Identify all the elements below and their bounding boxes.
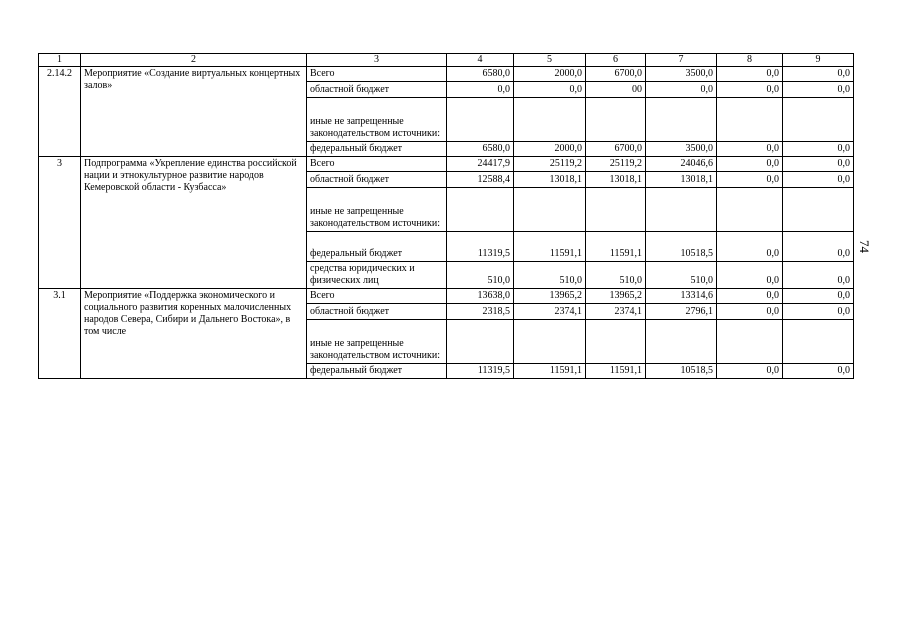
funding-source: средства юридических и физических лиц: [307, 262, 447, 289]
value-cell: 2796,1: [646, 304, 717, 320]
value-cell: 3500,0: [646, 142, 717, 157]
value-cell: [717, 98, 783, 142]
table-row: [39, 67, 854, 82]
value-cell: [447, 320, 514, 364]
value-cell: 0,0: [783, 289, 854, 304]
value-cell: 510,0: [646, 262, 717, 289]
value-cell: 510,0: [586, 262, 646, 289]
value-cell: 0,0: [783, 67, 854, 82]
value-cell: [646, 188, 717, 232]
table-row: [39, 157, 854, 172]
value-cell: 6700,0: [586, 142, 646, 157]
value-cell: 2000,0: [514, 67, 586, 82]
value-cell: 2374,1: [514, 304, 586, 320]
value-cell: 12588,4: [447, 172, 514, 188]
value-cell: [783, 98, 854, 142]
header-cell: 2: [81, 54, 307, 67]
value-cell: [586, 98, 646, 142]
value-cell: 24046,6: [646, 157, 717, 172]
value-cell: 25119,2: [514, 157, 586, 172]
header-cell: 8: [717, 54, 783, 67]
table-row: [39, 289, 854, 304]
value-cell: 0,0: [717, 82, 783, 98]
value-cell: 0,0: [783, 82, 854, 98]
value-cell: 2318,5: [447, 304, 514, 320]
value-cell: 2000,0: [514, 142, 586, 157]
value-cell: 2374,1: [586, 304, 646, 320]
value-cell: 11591,1: [586, 364, 646, 379]
header-cell: 6: [586, 54, 646, 67]
value-cell: [783, 188, 854, 232]
funding-source: иные не запрещенные законодательством источники:: [307, 320, 447, 364]
value-cell: 0,0: [717, 289, 783, 304]
funding-source: областной бюджет: [307, 304, 447, 320]
value-cell: 0,0: [783, 304, 854, 320]
value-cell: [514, 98, 586, 142]
value-cell: 11591,1: [586, 232, 646, 262]
value-cell: 11591,1: [514, 364, 586, 379]
funding-source: федеральный бюджет: [307, 364, 447, 379]
value-cell: [717, 188, 783, 232]
value-cell: 11591,1: [514, 232, 586, 262]
funding-source: областной бюджет: [307, 82, 447, 98]
header-cell: 5: [514, 54, 586, 67]
value-cell: [646, 98, 717, 142]
value-cell: 510,0: [447, 262, 514, 289]
section-code: 3: [39, 157, 81, 289]
value-cell: 0,0: [783, 232, 854, 262]
funding-source: федеральный бюджет: [307, 232, 447, 262]
value-cell: 13965,2: [586, 289, 646, 304]
value-cell: [646, 320, 717, 364]
header-cell: 1: [39, 54, 81, 67]
header-cell: 3: [307, 54, 447, 67]
value-cell: 3500,0: [646, 67, 717, 82]
value-cell: 13018,1: [586, 172, 646, 188]
value-cell: 0,0: [717, 232, 783, 262]
value-cell: [717, 320, 783, 364]
value-cell: 0,0: [447, 82, 514, 98]
funding-source: федеральный бюджет: [307, 142, 447, 157]
value-cell: [447, 188, 514, 232]
page-number: 74: [857, 240, 872, 253]
value-cell: 13638,0: [447, 289, 514, 304]
value-cell: 13314,6: [646, 289, 717, 304]
value-cell: 0,0: [717, 142, 783, 157]
header-cell: 4: [447, 54, 514, 67]
value-cell: 10518,5: [646, 364, 717, 379]
value-cell: 0,0: [717, 364, 783, 379]
value-cell: 0,0: [717, 157, 783, 172]
value-cell: 24417,9: [447, 157, 514, 172]
section-title: Мероприятие «Создание виртуальных концертных залов»: [81, 67, 307, 157]
value-cell: 13018,1: [646, 172, 717, 188]
value-cell: [586, 188, 646, 232]
value-cell: 0,0: [717, 67, 783, 82]
value-cell: 6580,0: [447, 142, 514, 157]
value-cell: 0,0: [717, 262, 783, 289]
value-cell: 11319,5: [447, 364, 514, 379]
value-cell: [783, 320, 854, 364]
value-cell: 6580,0: [447, 67, 514, 82]
budget-table: [38, 53, 854, 379]
value-cell: 0,0: [514, 82, 586, 98]
section-code: 3.1: [39, 289, 81, 379]
funding-source: Всего: [307, 289, 447, 304]
section-title: Подпрограмма «Укрепление единства российской нации и этнокультурное развитие народов Кемеровской области - Кузбасса»: [81, 157, 307, 289]
value-cell: [514, 320, 586, 364]
funding-source: иные не запрещенные законодательством источники:: [307, 98, 447, 142]
value-cell: 0,0: [783, 262, 854, 289]
section-code: 2.14.2: [39, 67, 81, 157]
value-cell: 25119,2: [586, 157, 646, 172]
value-cell: [586, 320, 646, 364]
value-cell: 10518,5: [646, 232, 717, 262]
funding-source: Всего: [307, 157, 447, 172]
value-cell: 0,0: [646, 82, 717, 98]
value-cell: 11319,5: [447, 232, 514, 262]
value-cell: [514, 188, 586, 232]
header-row: [39, 54, 854, 67]
value-cell: 0,0: [783, 172, 854, 188]
header-cell: 7: [646, 54, 717, 67]
header-cell: 9: [783, 54, 854, 67]
section-title: Мероприятие «Поддержка экономического и социального развития коренных малочисленных народов Севера, Сибири и Дальнего Востока», в том числе: [81, 289, 307, 379]
value-cell: 0,0: [717, 172, 783, 188]
funding-source: Всего: [307, 67, 447, 82]
value-cell: 0,0: [783, 142, 854, 157]
value-cell: 0,0: [717, 304, 783, 320]
value-cell: 0,0: [783, 157, 854, 172]
value-cell: 510,0: [514, 262, 586, 289]
value-cell: 13965,2: [514, 289, 586, 304]
value-cell: 6700,0: [586, 67, 646, 82]
value-cell: 13018,1: [514, 172, 586, 188]
value-cell: [447, 98, 514, 142]
funding-source: иные не запрещенные законодательством источники:: [307, 188, 447, 232]
value-cell: 0,0: [783, 364, 854, 379]
value-cell: 00: [586, 82, 646, 98]
funding-source: областной бюджет: [307, 172, 447, 188]
